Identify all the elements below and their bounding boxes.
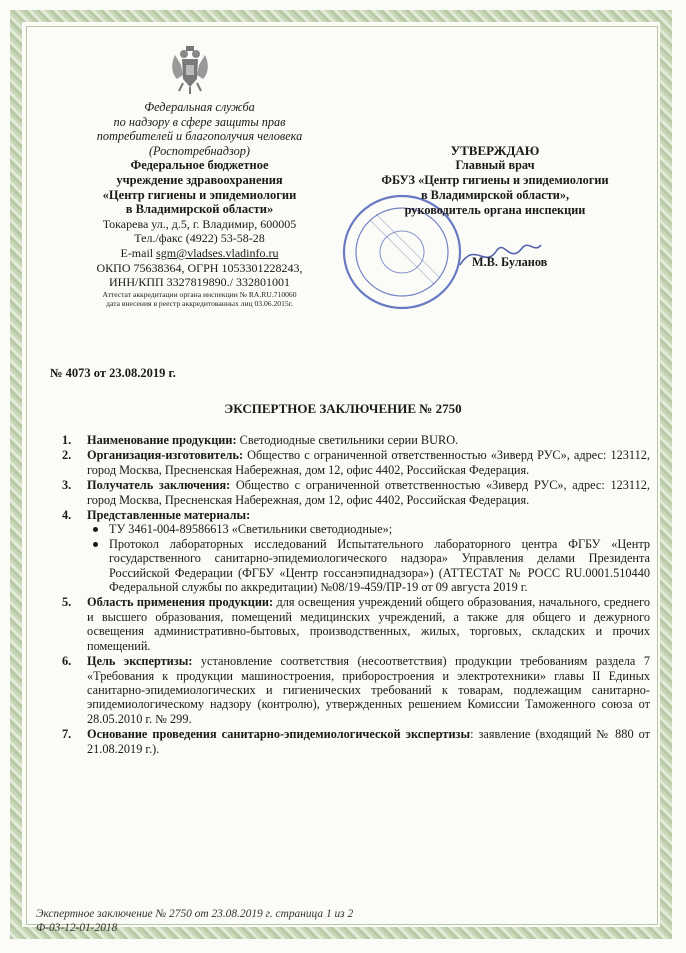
registration-codes: ОКПО 75638364, ОГРН 1053301228243, (96, 260, 303, 275)
item-number: 7. (62, 727, 72, 742)
list-item (62, 727, 650, 756)
footer-form-code: Ф-03-12-01-2018 (36, 921, 118, 934)
conclusion-body (62, 433, 650, 757)
attestat-line: Аттестат аккредитации органа инспекции № RA.RU.710060 (102, 289, 297, 299)
document-title: ЭКСПЕРТНОЕ ЗАКЛЮЧЕНИЕ № 2750 (224, 401, 462, 416)
service-name-line: по надзору в сфере защиты прав (113, 114, 286, 129)
institution-name-line: в Владимирской области» (125, 202, 274, 217)
approval-block (340, 143, 650, 218)
email-label: E-mail (120, 245, 157, 260)
service-name-line: потребителей и благополучия человека (96, 129, 303, 144)
material-text: Протокол лабораторных исследований Испытательного лабораторного центра ФГБУ «Центр государственного санитарно-эпидемиологического надзора» Управления делами Президента Российской Федерации (ФГБУ «Центр госсанэпиднадзора») (АТТЕСТАТ № РОСС RU.0001.510440 Федеральной службы по аккредитации) №08/19-459/ПР-19 от 09 августа 2019 г. (109, 536, 650, 595)
list-item (62, 508, 650, 594)
email-link[interactable]: sgm@vladses.vladinfo.ru (156, 245, 279, 260)
footer-page-info: Экспертное заключение № 2750 от 23.08.2019 г. страница 1 из 2 (36, 908, 354, 920)
material-item (87, 537, 650, 595)
item-heading: Организация-изготовитель: (87, 448, 244, 463)
item-number: 1. (62, 433, 72, 447)
item-number: 5. (62, 595, 72, 610)
service-name-line: Федеральная служба (144, 100, 255, 114)
item-text: для освещения учреждений общего образования, начального, среднего и высшего образования, помещений медицинских учреждений, а также для общего и дежурного освещения административно-бытовых, производственных, жилых, торговых, складских и прочих помещений. (87, 595, 650, 653)
item-heading: Основание проведения санитарно-эпидемиологической экспертизы (87, 727, 471, 742)
institution-name-line: учреждение здравоохранения (116, 172, 283, 187)
service-name-line: (Роспотребнадзор) (148, 143, 251, 158)
phone: Тел./факс (4922) 53-58-28 (134, 231, 265, 246)
page-footer (36, 908, 353, 935)
item-heading: Цель экспертизы: (87, 654, 193, 669)
bullet-icon (93, 527, 98, 532)
list-item (62, 448, 650, 477)
list-item (62, 654, 650, 726)
email-line (62, 246, 337, 261)
item-heading: Область применения продукции: (87, 595, 274, 610)
approver-role: руководитель органа инспекции (404, 203, 586, 217)
institution-name-line: Федеральное бюджетное (130, 158, 269, 173)
list-item (62, 478, 650, 507)
item-number: 2. (62, 448, 72, 463)
item-number: 6. (62, 654, 72, 669)
address: Токарева ул., д.5, г. Владимир, 600005 (102, 216, 297, 231)
material-text: ТУ 3461-004-89586613 «Светильники светодиодные»; (109, 522, 393, 537)
approver-organization-region: в Владимирской области», (420, 188, 570, 202)
bullet-icon (93, 542, 98, 547)
tax-codes: ИНН/КПП 3327819890./ 332801001 (108, 275, 290, 290)
item-text: Общество с ограниченной ответственностью «Зиверд РУС», адрес: 123112, город Москва, Пресненская Набережная, дом 12, офис 4402, Российская Федерация. (87, 478, 650, 507)
item-text: : заявление (входящий № 880 от 21.08.2019 г.). (87, 727, 650, 756)
institution-name-line: «Центр гигиены и эпидемиологии (102, 187, 297, 202)
document-number: № 4073 от 23.08.2019 г. (50, 366, 176, 380)
material-item (87, 522, 650, 536)
item-heading: Получатель заключения: (87, 478, 231, 493)
issuer-block (62, 100, 337, 308)
signer-name: М.В. Буланов (472, 255, 548, 269)
list-item (62, 433, 650, 447)
item-number: 3. (62, 478, 72, 493)
coat-of-arms-icon (167, 45, 213, 95)
item-text: установление соответствия (несоответствия) продукции требованиям раздела 7 «Требования к продукции машиностроения, приборостроения и электротехники» главы II Единых санитарно-эпидемиологических и гигиенических требований к товарам, подлежащим санитарно-эпидемиологическому надзору (контролю), утвержденных решением Комиссии Таможенного союза от 28.05.2010 г. № 299. (87, 654, 650, 726)
attestat-date-line: дата внесения в реестр аккредитованных лиц 03.06.2015г. (106, 298, 293, 308)
item-text: Общество с ограниченной ответственностью «Зиверд РУС», адрес: 123112, город Москва, Пресненская Набережная, дом 12, офис 4402, Российская Федерация. (87, 448, 650, 477)
approver-organization: ФБУЗ «Центр гигиены и эпидемиологии (381, 173, 609, 187)
item-text: Светодиодные светильники серии BURO. (236, 433, 459, 447)
item-heading: Представленные материалы: (87, 508, 251, 523)
item-number: 4. (62, 508, 72, 523)
approver-position: Главный врач (455, 158, 535, 172)
approval-heading: УТВЕРЖДАЮ (450, 143, 540, 158)
materials-list (87, 522, 650, 594)
list-item (62, 595, 650, 653)
item-heading: Наименование продукции: (87, 433, 237, 447)
